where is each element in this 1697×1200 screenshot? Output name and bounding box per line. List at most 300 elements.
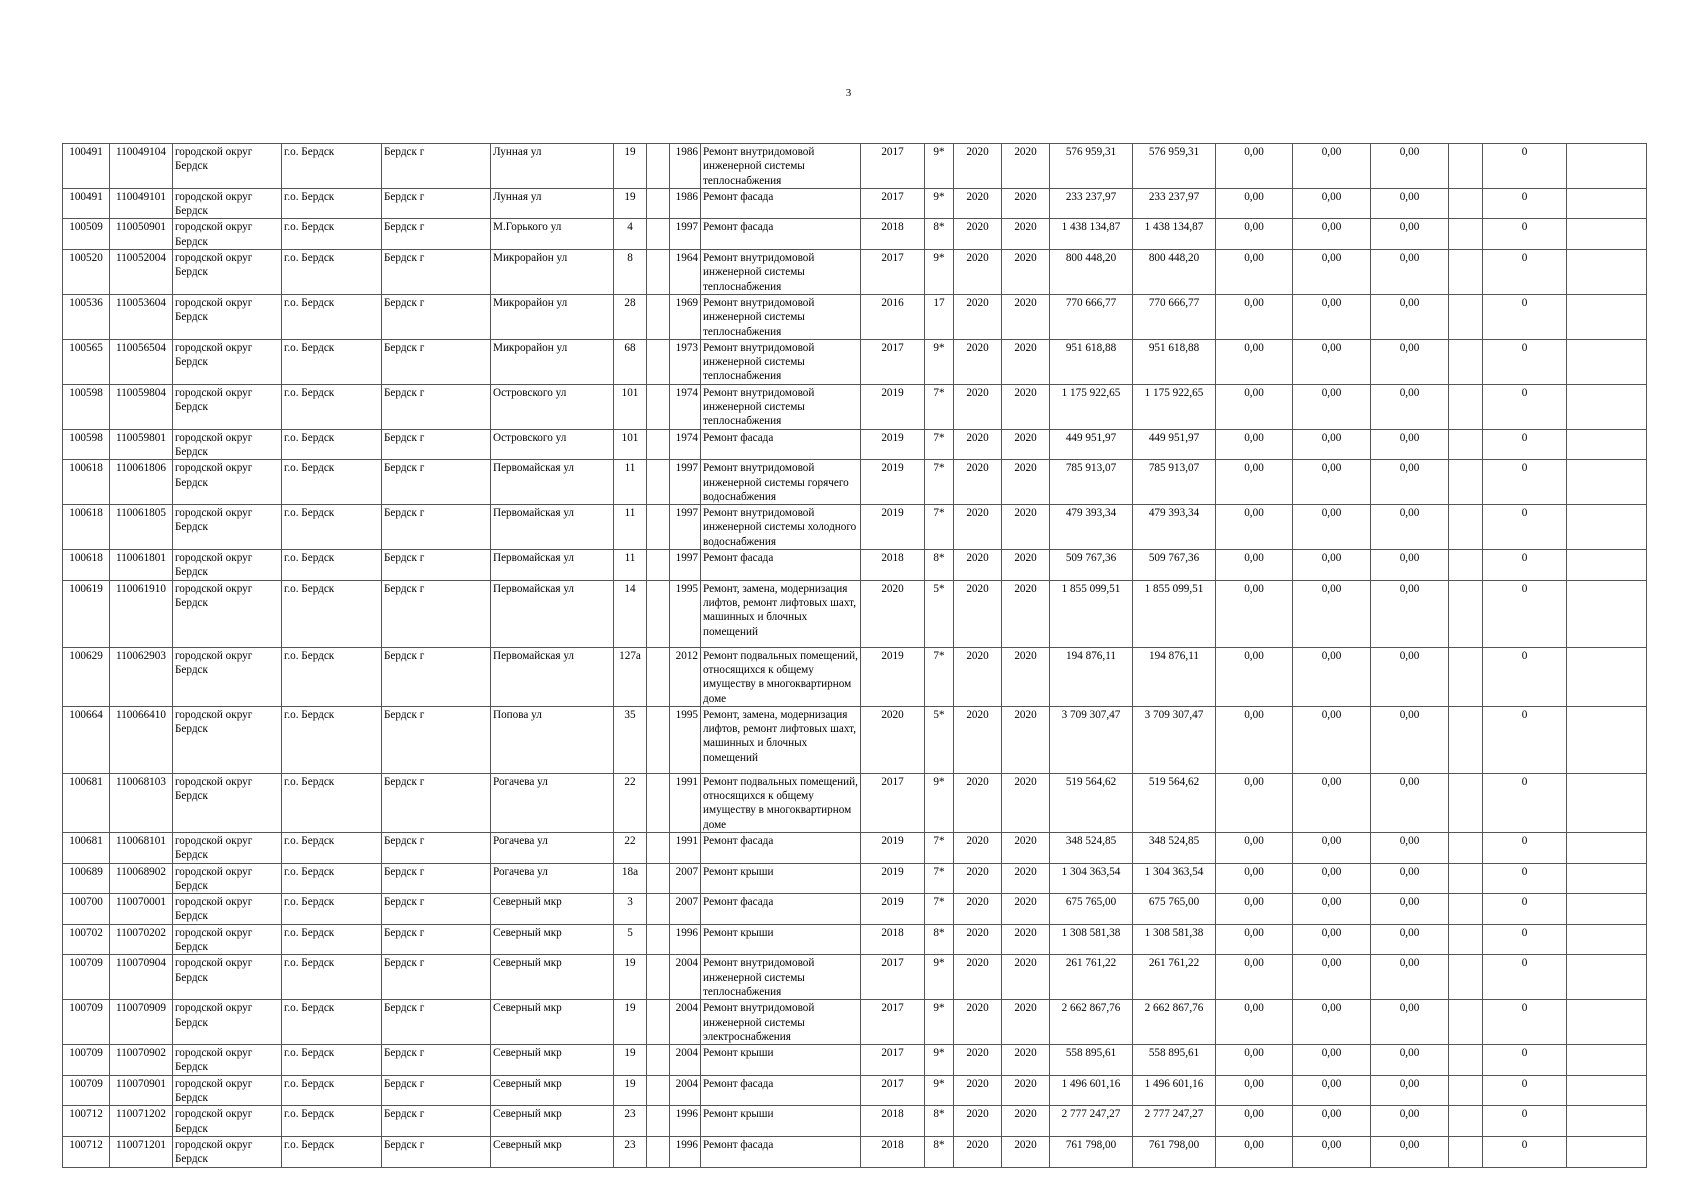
cell-year-end: 2020 — [1002, 188, 1050, 219]
cell-cost-budget-3: 0,00 — [1371, 429, 1449, 460]
cell-building — [647, 1075, 670, 1106]
cell-house-number: 19 — [614, 1000, 647, 1045]
cell-municipality-short: г.о. Бердск — [282, 250, 382, 295]
cell-work-type: Ремонт фасада — [701, 429, 861, 460]
cell-cost-budget-3: 0,00 — [1371, 863, 1449, 894]
cell-building — [647, 384, 670, 429]
cell-municipality: городской округ Бердск — [173, 384, 282, 429]
cell-house-number: 19 — [614, 188, 647, 219]
cell-year-start: 2020 — [954, 773, 1002, 832]
table-row — [63, 706, 1647, 773]
table-row — [63, 1000, 1647, 1045]
cell-municipality-short: г.о. Бердск — [282, 219, 382, 250]
cell-year-planned: 2018 — [861, 1136, 925, 1167]
cell-municipality-short: г.о. Бердск — [282, 384, 382, 429]
cell-work-type: Ремонт внутридомовой инженерной системы теплоснабжения — [701, 384, 861, 429]
cell-record-id: 110049104 — [110, 144, 173, 189]
cell-municipality-short: г.о. Бердск — [282, 294, 382, 339]
cell-priority: 9* — [925, 250, 954, 295]
cell-cost-budget-3: 0,00 — [1371, 219, 1449, 250]
cell-extra-col — [1449, 384, 1483, 429]
cell-year-end: 2020 — [1002, 219, 1050, 250]
cell-record-id: 110053604 — [110, 294, 173, 339]
cell-work-type: Ремонт фасада — [701, 188, 861, 219]
cell-building — [647, 1106, 670, 1137]
cell-year-start: 2020 — [954, 863, 1002, 894]
cell-work-type: Ремонт подвальных помещений, относящихся к общему имуществу в многоквартирном доме — [701, 773, 861, 832]
cell-year-start: 2020 — [954, 250, 1002, 295]
cell-priority: 9* — [925, 773, 954, 832]
cell-building — [647, 1000, 670, 1045]
cell-priority: 7* — [925, 832, 954, 863]
cell-cost-budget-3: 0,00 — [1371, 1136, 1449, 1167]
cell-municipality: городской округ Бердск — [173, 250, 282, 295]
cell-house-id: 100491 — [63, 188, 110, 219]
cell-cost-budget-3: 0,00 — [1371, 773, 1449, 832]
cell-cost-total: 770 666,77 — [1050, 294, 1133, 339]
cell-year-planned: 2018 — [861, 1106, 925, 1137]
cell-municipality-short: г.о. Бердск — [282, 188, 382, 219]
cell-year-start: 2020 — [954, 580, 1002, 647]
cell-work-type: Ремонт внутридомовой инженерной системы горячего водоснабжения — [701, 460, 861, 505]
cell-priority: 8* — [925, 1106, 954, 1137]
cell-year-planned: 2017 — [861, 1075, 925, 1106]
cell-cost-budget-1: 0,00 — [1216, 1045, 1293, 1076]
cell-municipality: городской округ Бердск — [173, 1106, 282, 1137]
cell-cost-budget-3: 0,00 — [1371, 550, 1449, 581]
cell-priority: 8* — [925, 550, 954, 581]
cell-street: Островского ул — [491, 384, 614, 429]
cell-cost-budget-2: 0,00 — [1293, 1000, 1371, 1045]
cell-work-type: Ремонт крыши — [701, 1106, 861, 1137]
cell-building — [647, 863, 670, 894]
cell-count: 0 — [1483, 384, 1567, 429]
cell-work-type: Ремонт фасада — [701, 1136, 861, 1167]
cell-municipality: городской округ Бердск — [173, 429, 282, 460]
cell-count: 0 — [1483, 505, 1567, 550]
cell-house-id: 100618 — [63, 460, 110, 505]
cell-year-built: 2012 — [670, 647, 701, 706]
cell-cost-fund: 449 951,97 — [1133, 429, 1216, 460]
cell-cost-budget-2: 0,00 — [1293, 647, 1371, 706]
cell-cost-total: 509 767,36 — [1050, 550, 1133, 581]
cell-street: Микрорайон ул — [491, 339, 614, 384]
cell-locality: Бердск г — [382, 429, 491, 460]
cell-cost-fund: 509 767,36 — [1133, 550, 1216, 581]
cell-cost-budget-2: 0,00 — [1293, 188, 1371, 219]
cell-year-start: 2020 — [954, 429, 1002, 460]
cell-locality: Бердск г — [382, 1075, 491, 1106]
cell-street: Рогачева ул — [491, 832, 614, 863]
cell-record-id: 110068103 — [110, 773, 173, 832]
cell-record-id: 110068902 — [110, 863, 173, 894]
cell-street: Северный мкр — [491, 1106, 614, 1137]
cell-cost-total: 348 524,85 — [1050, 832, 1133, 863]
cell-cost-fund: 348 524,85 — [1133, 832, 1216, 863]
cell-cost-budget-1: 0,00 — [1216, 188, 1293, 219]
cell-municipality-short: г.о. Бердск — [282, 429, 382, 460]
cell-year-built: 1974 — [670, 384, 701, 429]
cell-priority: 8* — [925, 1136, 954, 1167]
cell-street: Первомайская ул — [491, 580, 614, 647]
cell-municipality: городской округ Бердск — [173, 505, 282, 550]
cell-cost-budget-2: 0,00 — [1293, 429, 1371, 460]
cell-cost-budget-2: 0,00 — [1293, 1075, 1371, 1106]
cell-priority: 9* — [925, 955, 954, 1000]
cell-priority: 9* — [925, 1000, 954, 1045]
cell-last-col — [1567, 384, 1647, 429]
cell-cost-budget-1: 0,00 — [1216, 294, 1293, 339]
cell-house-id: 100709 — [63, 1000, 110, 1045]
cell-street: Лунная ул — [491, 188, 614, 219]
cell-municipality: городской округ Бердск — [173, 773, 282, 832]
cell-year-built: 1995 — [670, 580, 701, 647]
cell-building — [647, 429, 670, 460]
cell-extra-col — [1449, 924, 1483, 955]
cell-year-built: 1997 — [670, 505, 701, 550]
cell-extra-col — [1449, 1136, 1483, 1167]
cell-municipality: городской округ Бердск — [173, 894, 282, 925]
cell-count: 0 — [1483, 550, 1567, 581]
cell-cost-budget-3: 0,00 — [1371, 144, 1449, 189]
cell-municipality-short: г.о. Бердск — [282, 339, 382, 384]
cell-cost-budget-1: 0,00 — [1216, 1136, 1293, 1167]
cell-count: 0 — [1483, 144, 1567, 189]
cell-record-id: 110061801 — [110, 550, 173, 581]
cell-cost-total: 1 496 601,16 — [1050, 1075, 1133, 1106]
cell-last-col — [1567, 339, 1647, 384]
cell-year-start: 2020 — [954, 188, 1002, 219]
cell-house-number: 11 — [614, 505, 647, 550]
cell-municipality-short: г.о. Бердск — [282, 505, 382, 550]
cell-cost-budget-3: 0,00 — [1371, 1000, 1449, 1045]
cell-extra-col — [1449, 294, 1483, 339]
cell-cost-budget-1: 0,00 — [1216, 550, 1293, 581]
cell-street: Северный мкр — [491, 894, 614, 925]
cell-house-id: 100619 — [63, 580, 110, 647]
cell-priority: 7* — [925, 505, 954, 550]
cell-building — [647, 894, 670, 925]
cell-count: 0 — [1483, 706, 1567, 773]
cell-cost-budget-1: 0,00 — [1216, 505, 1293, 550]
cell-locality: Бердск г — [382, 1106, 491, 1137]
cell-work-type: Ремонт подвальных помещений, относящихся к общему имуществу в многоквартирном доме — [701, 647, 861, 706]
cell-street: Северный мкр — [491, 1045, 614, 1076]
cell-municipality: городской округ Бердск — [173, 339, 282, 384]
cell-locality: Бердск г — [382, 294, 491, 339]
cell-house-number: 101 — [614, 429, 647, 460]
cell-year-built: 2004 — [670, 1045, 701, 1076]
cell-municipality: городской округ Бердск — [173, 706, 282, 773]
cell-cost-budget-3: 0,00 — [1371, 339, 1449, 384]
cell-count: 0 — [1483, 460, 1567, 505]
cell-record-id: 110070202 — [110, 924, 173, 955]
cell-count: 0 — [1483, 832, 1567, 863]
cell-count: 0 — [1483, 429, 1567, 460]
cell-municipality: городской округ Бердск — [173, 1136, 282, 1167]
cell-cost-budget-1: 0,00 — [1216, 144, 1293, 189]
cell-year-built: 1974 — [670, 429, 701, 460]
cell-cost-budget-1: 0,00 — [1216, 219, 1293, 250]
cell-last-col — [1567, 188, 1647, 219]
cell-municipality: городской округ Бердск — [173, 955, 282, 1000]
cell-work-type: Ремонт внутридомовой инженерной системы теплоснабжения — [701, 144, 861, 189]
cell-municipality: городской округ Бердск — [173, 294, 282, 339]
cell-record-id: 110061910 — [110, 580, 173, 647]
cell-work-type: Ремонт внутридомовой инженерной системы теплоснабжения — [701, 250, 861, 295]
cell-cost-budget-2: 0,00 — [1293, 863, 1371, 894]
cell-year-start: 2020 — [954, 1000, 1002, 1045]
cell-cost-budget-1: 0,00 — [1216, 863, 1293, 894]
cell-house-id: 100509 — [63, 219, 110, 250]
cell-locality: Бердск г — [382, 863, 491, 894]
cell-house-number: 11 — [614, 550, 647, 581]
table-row — [63, 1106, 1647, 1137]
cell-count: 0 — [1483, 894, 1567, 925]
cell-locality: Бердск г — [382, 144, 491, 189]
cell-cost-budget-1: 0,00 — [1216, 384, 1293, 429]
cell-year-planned: 2017 — [861, 773, 925, 832]
cell-last-col — [1567, 550, 1647, 581]
cell-cost-total: 1 175 922,65 — [1050, 384, 1133, 429]
cell-year-start: 2020 — [954, 647, 1002, 706]
table-row — [63, 429, 1647, 460]
cell-cost-fund: 951 618,88 — [1133, 339, 1216, 384]
cell-year-built: 1964 — [670, 250, 701, 295]
cell-last-col — [1567, 219, 1647, 250]
cell-record-id: 110070901 — [110, 1075, 173, 1106]
cell-municipality: городской округ Бердск — [173, 550, 282, 581]
cell-building — [647, 955, 670, 1000]
cell-municipality: городской округ Бердск — [173, 863, 282, 894]
cell-cost-fund: 1 855 099,51 — [1133, 580, 1216, 647]
table-row — [63, 955, 1647, 1000]
cell-cost-budget-3: 0,00 — [1371, 832, 1449, 863]
cell-year-built: 1969 — [670, 294, 701, 339]
cell-cost-fund: 785 913,07 — [1133, 460, 1216, 505]
cell-year-end: 2020 — [1002, 294, 1050, 339]
cell-extra-col — [1449, 706, 1483, 773]
cell-year-planned: 2019 — [861, 384, 925, 429]
cell-year-end: 2020 — [1002, 384, 1050, 429]
cell-locality: Бердск г — [382, 384, 491, 429]
cell-municipality-short: г.о. Бердск — [282, 460, 382, 505]
cell-cost-budget-3: 0,00 — [1371, 1045, 1449, 1076]
cell-cost-budget-2: 0,00 — [1293, 505, 1371, 550]
cell-last-col — [1567, 1000, 1647, 1045]
cell-house-number: 23 — [614, 1136, 647, 1167]
cell-street: Северный мкр — [491, 1000, 614, 1045]
cell-year-planned: 2019 — [861, 429, 925, 460]
cell-work-type: Ремонт, замена, модернизация лифтов, ремонт лифтовых шахт, машинных и блочных помещений — [701, 706, 861, 773]
cell-year-built: 1986 — [670, 188, 701, 219]
cell-record-id: 110071201 — [110, 1136, 173, 1167]
cell-year-built: 1997 — [670, 460, 701, 505]
cell-last-col — [1567, 773, 1647, 832]
cell-cost-total: 1 855 099,51 — [1050, 580, 1133, 647]
cell-cost-budget-2: 0,00 — [1293, 894, 1371, 925]
cell-year-end: 2020 — [1002, 1136, 1050, 1167]
cell-work-type: Ремонт фасада — [701, 1075, 861, 1106]
cell-municipality: городской округ Бердск — [173, 219, 282, 250]
cell-building — [647, 580, 670, 647]
cell-locality: Бердск г — [382, 1045, 491, 1076]
cell-house-number: 127а — [614, 647, 647, 706]
cell-cost-total: 558 895,61 — [1050, 1045, 1133, 1076]
cell-house-id: 100712 — [63, 1106, 110, 1137]
cell-year-start: 2020 — [954, 294, 1002, 339]
cell-year-end: 2020 — [1002, 144, 1050, 189]
cell-last-col — [1567, 144, 1647, 189]
cell-year-planned: 2018 — [861, 924, 925, 955]
cell-municipality: городской округ Бердск — [173, 580, 282, 647]
cell-work-type: Ремонт внутридомовой инженерной системы холодного водоснабжения — [701, 505, 861, 550]
cell-last-col — [1567, 647, 1647, 706]
cell-priority: 7* — [925, 460, 954, 505]
cell-work-type: Ремонт внутридомовой инженерной системы теплоснабжения — [701, 294, 861, 339]
cell-cost-budget-1: 0,00 — [1216, 250, 1293, 295]
cell-last-col — [1567, 250, 1647, 295]
cell-extra-col — [1449, 188, 1483, 219]
cell-building — [647, 188, 670, 219]
cell-year-end: 2020 — [1002, 894, 1050, 925]
cell-cost-total: 233 237,97 — [1050, 188, 1133, 219]
cell-locality: Бердск г — [382, 706, 491, 773]
cell-building — [647, 250, 670, 295]
cell-year-built: 2004 — [670, 1075, 701, 1106]
cell-priority: 9* — [925, 144, 954, 189]
cell-municipality: городской округ Бердск — [173, 1045, 282, 1076]
cell-year-end: 2020 — [1002, 706, 1050, 773]
cell-locality: Бердск г — [382, 647, 491, 706]
cell-extra-col — [1449, 1000, 1483, 1045]
cell-cost-fund: 2 777 247,27 — [1133, 1106, 1216, 1137]
cell-locality: Бердск г — [382, 188, 491, 219]
cell-municipality: городской округ Бердск — [173, 647, 282, 706]
cell-year-planned: 2019 — [861, 832, 925, 863]
cell-year-end: 2020 — [1002, 1106, 1050, 1137]
cell-municipality-short: г.о. Бердск — [282, 832, 382, 863]
cell-municipality: городской округ Бердск — [173, 924, 282, 955]
cell-record-id: 110049101 — [110, 188, 173, 219]
cell-cost-total: 2 777 247,27 — [1050, 1106, 1133, 1137]
cell-year-end: 2020 — [1002, 924, 1050, 955]
cell-building — [647, 1136, 670, 1167]
cell-record-id: 110061805 — [110, 505, 173, 550]
cell-cost-total: 1 438 134,87 — [1050, 219, 1133, 250]
cell-cost-total: 194 876,11 — [1050, 647, 1133, 706]
cell-year-planned: 2017 — [861, 250, 925, 295]
cell-building — [647, 294, 670, 339]
cell-building — [647, 647, 670, 706]
cell-cost-budget-1: 0,00 — [1216, 580, 1293, 647]
cell-year-start: 2020 — [954, 384, 1002, 429]
cell-cost-budget-2: 0,00 — [1293, 1106, 1371, 1137]
cell-municipality-short: г.о. Бердск — [282, 1106, 382, 1137]
table-row — [63, 144, 1647, 189]
cell-extra-col — [1449, 505, 1483, 550]
cell-priority: 9* — [925, 188, 954, 219]
table-row — [63, 294, 1647, 339]
cell-house-number: 5 — [614, 924, 647, 955]
cell-building — [647, 144, 670, 189]
cell-municipality-short: г.о. Бердск — [282, 863, 382, 894]
cell-house-number: 101 — [614, 384, 647, 429]
cell-street: Рогачева ул — [491, 773, 614, 832]
table-row — [63, 219, 1647, 250]
cell-priority: 7* — [925, 863, 954, 894]
cell-cost-fund: 519 564,62 — [1133, 773, 1216, 832]
cell-last-col — [1567, 1136, 1647, 1167]
cell-extra-col — [1449, 832, 1483, 863]
table-row — [63, 1045, 1647, 1076]
cell-year-end: 2020 — [1002, 647, 1050, 706]
cell-year-end: 2020 — [1002, 1045, 1050, 1076]
cell-extra-col — [1449, 429, 1483, 460]
cell-record-id: 110070909 — [110, 1000, 173, 1045]
cell-year-built: 1973 — [670, 339, 701, 384]
cell-extra-col — [1449, 894, 1483, 925]
cell-extra-col — [1449, 339, 1483, 384]
cell-priority: 17 — [925, 294, 954, 339]
cell-municipality-short: г.о. Бердск — [282, 647, 382, 706]
cell-house-number: 18а — [614, 863, 647, 894]
cell-street: Северный мкр — [491, 924, 614, 955]
cell-cost-total: 1 308 581,38 — [1050, 924, 1133, 955]
cell-house-number: 19 — [614, 144, 647, 189]
cell-cost-budget-3: 0,00 — [1371, 1075, 1449, 1106]
cell-record-id: 110061806 — [110, 460, 173, 505]
table-row — [63, 1075, 1647, 1106]
cell-house-id: 100618 — [63, 550, 110, 581]
cell-last-col — [1567, 1075, 1647, 1106]
cell-cost-fund: 558 895,61 — [1133, 1045, 1216, 1076]
cell-priority: 9* — [925, 339, 954, 384]
cell-house-id: 100712 — [63, 1136, 110, 1167]
cell-cost-budget-3: 0,00 — [1371, 294, 1449, 339]
cell-building — [647, 832, 670, 863]
cell-cost-budget-1: 0,00 — [1216, 339, 1293, 384]
cell-locality: Бердск г — [382, 250, 491, 295]
cell-cost-total: 2 662 867,76 — [1050, 1000, 1133, 1045]
cell-cost-budget-1: 0,00 — [1216, 955, 1293, 1000]
cell-municipality-short: г.о. Бердск — [282, 1075, 382, 1106]
cell-year-end: 2020 — [1002, 505, 1050, 550]
cell-street: Северный мкр — [491, 955, 614, 1000]
cell-year-planned: 2017 — [861, 339, 925, 384]
cell-cost-fund: 1 496 601,16 — [1133, 1075, 1216, 1106]
cell-last-col — [1567, 505, 1647, 550]
cell-work-type: Ремонт крыши — [701, 924, 861, 955]
cell-priority: 8* — [925, 924, 954, 955]
cell-house-number: 11 — [614, 460, 647, 505]
cell-year-start: 2020 — [954, 955, 1002, 1000]
cell-cost-budget-2: 0,00 — [1293, 339, 1371, 384]
cell-building — [647, 550, 670, 581]
cell-locality: Бердск г — [382, 924, 491, 955]
cell-house-id: 100709 — [63, 1075, 110, 1106]
cell-count: 0 — [1483, 339, 1567, 384]
cell-extra-col — [1449, 250, 1483, 295]
table-row — [63, 188, 1647, 219]
cell-last-col — [1567, 1045, 1647, 1076]
cell-house-number: 8 — [614, 250, 647, 295]
cell-municipality-short: г.о. Бердск — [282, 773, 382, 832]
cell-cost-fund: 1 304 363,54 — [1133, 863, 1216, 894]
cell-extra-col — [1449, 863, 1483, 894]
cell-count: 0 — [1483, 250, 1567, 295]
cell-house-number: 14 — [614, 580, 647, 647]
